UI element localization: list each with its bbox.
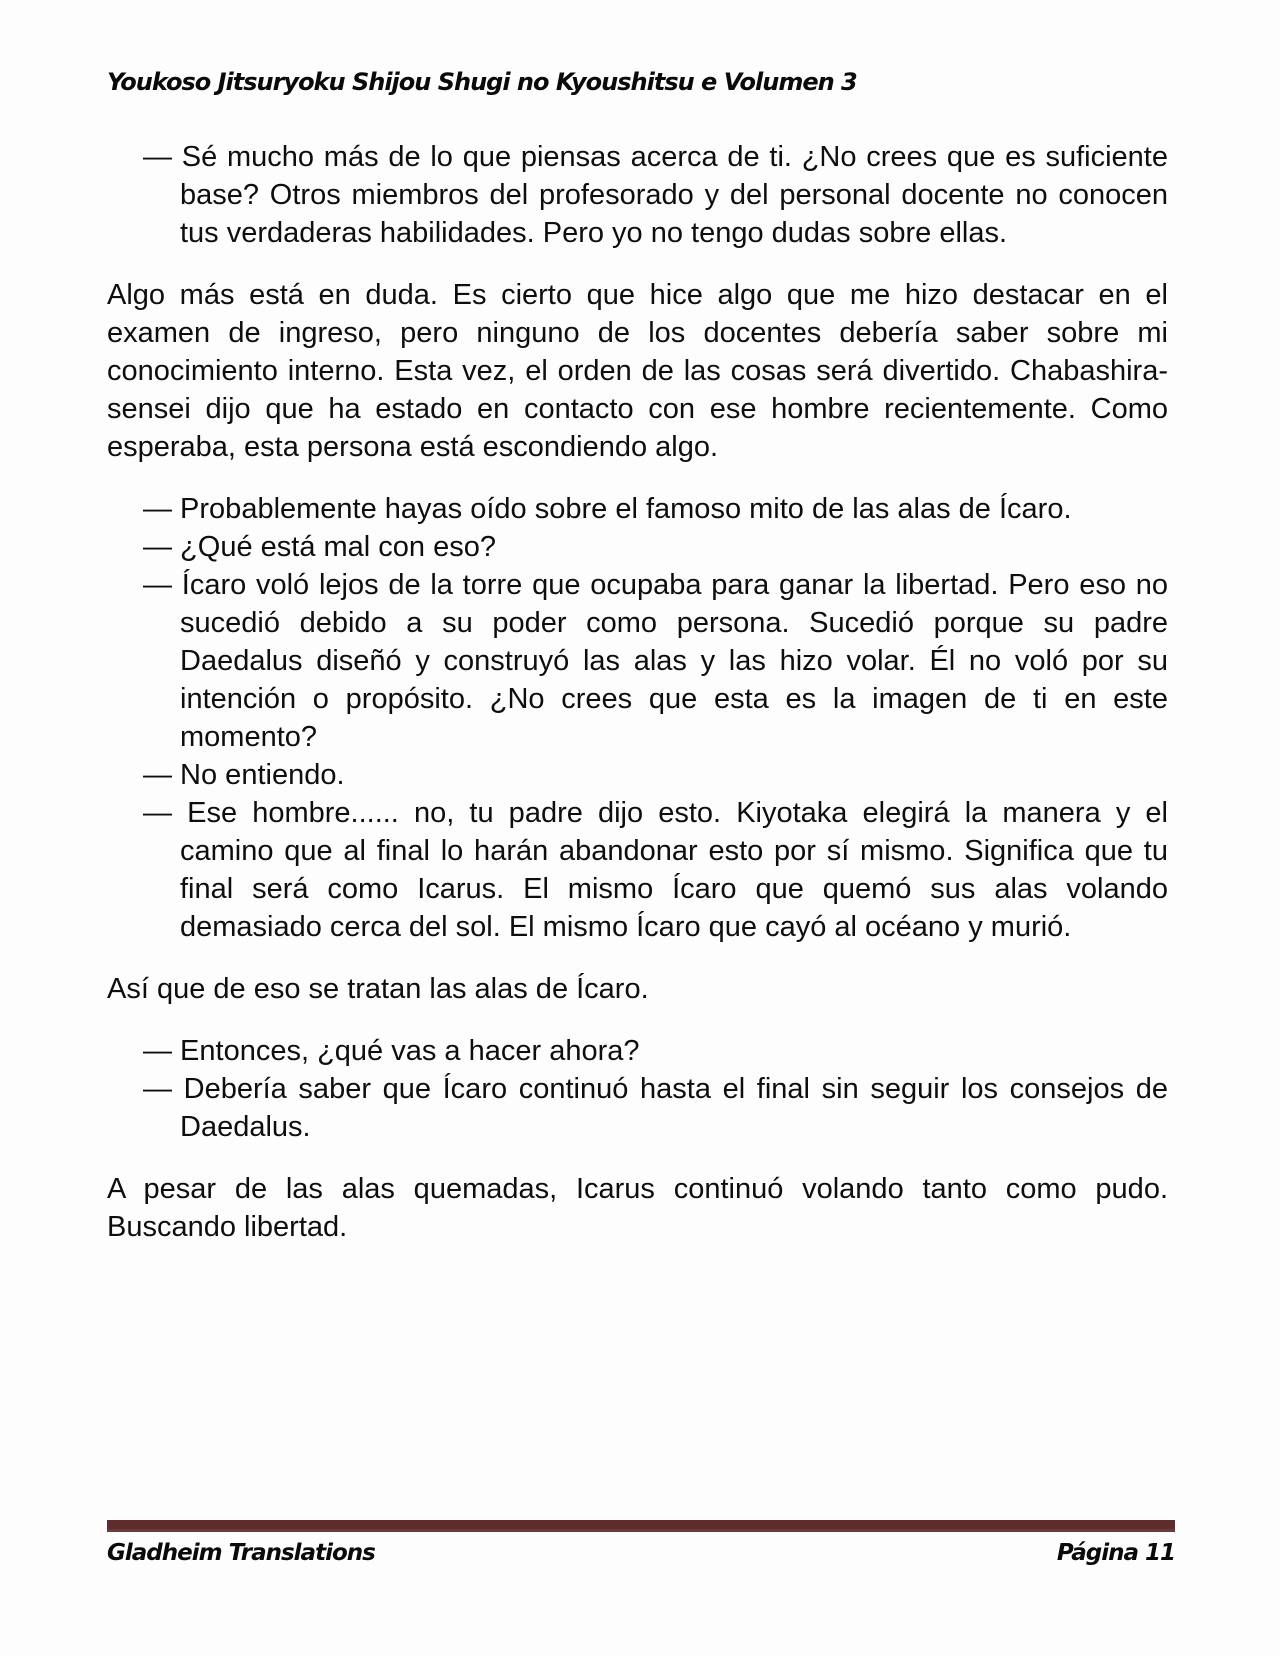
dialogue-line: — No entiendo. [143,759,345,791]
footer-divider-rule [107,1520,1175,1532]
dialogue-group [107,490,1168,946]
dialogue-line: — ¿Qué está mal con eso? [143,531,496,563]
running-header-title: Youkoso Jitsuryoku Shijou Shugi no Kyoushitsu e Volumen 3 [107,68,857,96]
dialogue-group [107,1032,1168,1146]
dialogue-line: — Ese hombre...... no, tu padre dijo esto. Kiyotaka elegirá la manera y el camino que al final lo harán abandonar esto por sí mismo. Significa que tu final será como Icarus. El mismo Ícaro que quemó sus alas volando demasiado cerca del sol. El mismo Ícaro que cayó al océano y murió. [143,797,1168,943]
dialogue-line: — Ícaro voló lejos de la torre que ocupaba para ganar la libertad. Pero eso no sucedió debido a su poder como persona. Sucedió porque su padre Daedalus diseñó y construyó las alas y las hizo volar. Él no voló por su intención o propósito. ¿No crees que esta es la imagen de ti en este momento? [143,569,1168,753]
paragraph: A pesar de las alas quemadas, Icarus continuó volando tanto como pudo. Buscando libertad. [107,1173,1168,1243]
dialogue-group [107,138,1168,252]
page-body [107,138,1168,1246]
dialogue-line: — Probablemente hayas oído sobre el famoso mito de las alas de Ícaro. [143,493,1072,525]
dialogue-line: — Debería saber que Ícaro continuó hasta el final sin seguir los consejos de Daedalus. [143,1073,1168,1143]
footer-translator-credit: Gladheim Translations [107,1540,375,1566]
dialogue-line: — Entonces, ¿qué vas a hacer ahora? [143,1035,640,1067]
paragraph: Así que de eso se tratan las alas de Ícaro. [107,973,649,1005]
paragraph: Algo más está en duda. Es cierto que hice algo que me hizo destacar en el examen de ingreso, pero ninguno de los docentes debería saber sobre mi conocimiento interno. Esta vez, el orden de las cosas será divertido. Chabashira-sensei dijo que ha estado en contacto con ese hombre recientemente. Como esperaba, esta persona está escondiendo algo. [107,279,1168,463]
dialogue-line: — Sé mucho más de lo que piensas acerca de ti. ¿No crees que es suficiente base? Otros miembros del profesorado y del personal docente no conocen tus verdaderas habilidades. Pero yo no tengo dudas sobre ellas. [143,141,1168,249]
footer-page-number: Página 11 [1056,1540,1175,1566]
page-footer [107,1520,1175,1566]
footer-text-row [107,1540,1175,1566]
